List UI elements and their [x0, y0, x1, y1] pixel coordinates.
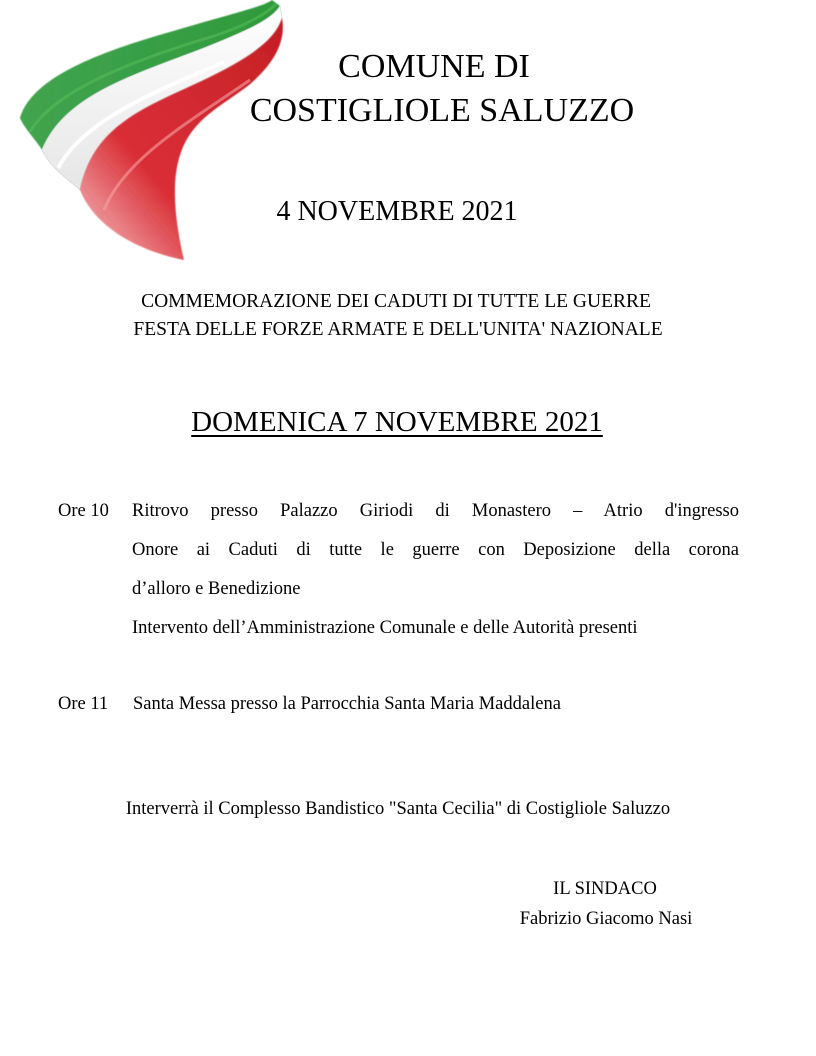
municipality-title-line2-text: COSTIGLIOLE SALUZZO	[249, 92, 635, 129]
event-day-heading-text: DOMENICA 7 NOVEMBRE 2021	[191, 406, 603, 438]
event-date-text: 4 NOVEMBRE 2021	[276, 196, 518, 227]
municipality-title-line1-text: COMUNE DI	[338, 48, 530, 85]
program-item-1-line1: Ritrovo presso Palazzo Giriodi di Monastero – Atrio d'ingresso	[132, 501, 739, 521]
italian-flag-ribbon-icon	[14, 0, 284, 265]
program-item-2-line1: Santa Messa presso la Parrocchia Santa Maria Maddalena	[133, 694, 561, 714]
program-item-1-line3: d’alloro e Benedizione	[132, 579, 301, 599]
program-item-1-time: Ore 10	[58, 501, 109, 521]
band-note-text: Interverrà il Complesso Bandistico "Santa Cecilia" di Costigliole Saluzzo	[125, 799, 671, 819]
program-item-1-line4: Intervento dell’Amministrazione Comunale e delle Autorità presenti	[132, 618, 638, 638]
program-item-1-line2: Onore ai Caduti di tutte le guerre con Deposizione della corona	[132, 540, 739, 560]
signature-title-text: IL SINDACO	[553, 879, 657, 899]
commemoration-heading-line2-text: FESTA DELLE FORZE ARMATE E DELL'UNITA' NAZIONALE	[133, 319, 663, 340]
commemoration-heading-line1-text: COMMEMORAZIONE DEI CADUTI DI TUTTE LE GUERRE	[141, 291, 651, 312]
program-item-2-time: Ore 11	[58, 694, 109, 714]
signature-name-text: Fabrizio Giacomo Nasi	[519, 909, 693, 929]
